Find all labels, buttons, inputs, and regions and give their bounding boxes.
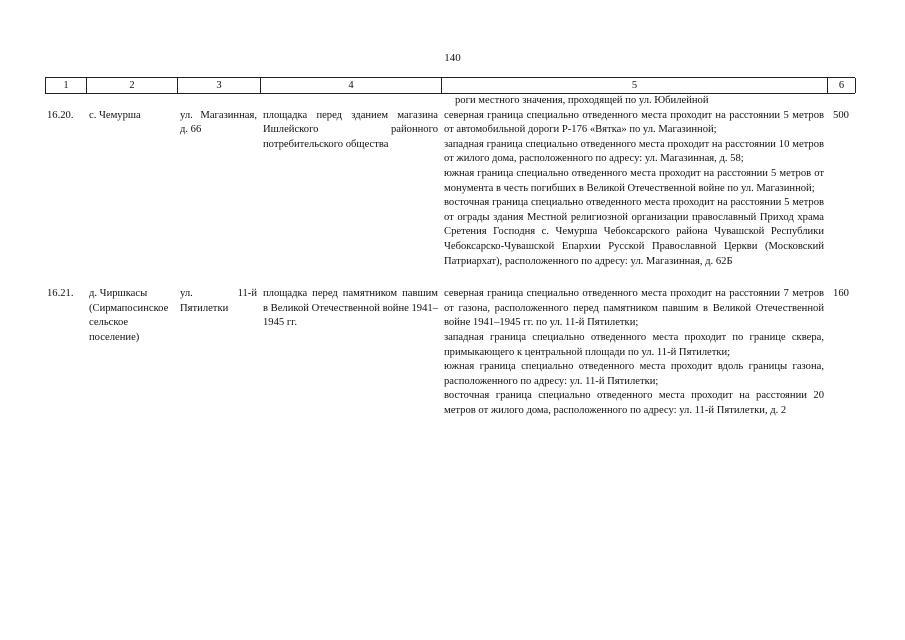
column-header-1: 1 — [46, 78, 87, 93]
column-header-4: 4 — [261, 78, 442, 93]
boundary-east: восточная граница специально отведенного места проходит на расстоянии 5 метров от ограды здания Местной религиозной организации православный Приход храма Сретения Господня с. Чемурша Чебоксарского района Чувашской Республики Чебоксарско-Чувашской Епархии Русской Православной Церкви (Московский Патриархат), расположенного по адресу: ул. Магазинная, д. 62Б — [444, 197, 824, 267]
settlement-name: д. Чиршкасы (Сирмапосинское сельское поселение) — [89, 288, 169, 343]
boundaries-table — [45, 77, 855, 418]
table-row — [45, 287, 855, 418]
area-value: 500 — [833, 109, 849, 121]
boundary-south: южная граница специально отведенного места проходит вдоль границы газона, расположенного по адресу: ул. 11-й Пятилетки; — [444, 361, 824, 387]
place-description: площадка перед зданием магазина Ишлейского районного потребительского общества — [263, 109, 438, 150]
street-address: ул. Магазинная, д. 66 — [180, 109, 257, 136]
column-header-6: 6 — [828, 78, 856, 93]
row-number: 16.21. — [47, 288, 74, 300]
settlement-name: с. Чемурша — [89, 109, 141, 121]
area-value: 160 — [833, 288, 849, 300]
page-number: 140 — [444, 52, 461, 64]
boundary-north: северная граница специально отведенного места проходит на расстоянии 7 метров от газона, расположенного перед памятником павшим в Великой Отечественной войне 1941–1945 гг. по ул. 11-й Пятилетки; — [444, 288, 824, 329]
place-description: площадка перед памятником павшим в Великой Отечественной войне 1941–1945 гг. — [263, 288, 438, 329]
column-header-2: 2 — [87, 78, 178, 93]
street-address: ул. 11-й Пятилетки — [180, 288, 257, 314]
row-number: 16.20. — [47, 109, 74, 121]
column-header-3: 3 — [178, 78, 261, 93]
boundary-descriptions — [441, 287, 827, 418]
row-spacer — [45, 269, 855, 287]
table-row — [45, 109, 855, 270]
continued-text: роги местного значения, проходящей по ул. Юбилейной — [455, 95, 709, 106]
boundary-descriptions — [441, 109, 827, 270]
table-header-row — [45, 77, 855, 94]
boundary-west: западная граница специально отведенного места проходит по границе сквера, примыкающего к центральной площади по ул. 11-й Пятилетки; — [444, 331, 824, 358]
boundary-east: восточная граница специально отведенного места проходит на расстоянии 20 метров от жилого дома, расположенного по адресу: ул. 11-й Пятилетки, д. 2 — [444, 390, 824, 416]
boundary-north: северная граница специально отведенного места проходит на расстоянии 5 метров от автомобильной дороги Р-176 «Вятка» по ул. Магазинной; — [444, 109, 824, 136]
boundary-west: западная граница специально отведенного места проходит на расстоянии 10 метров от жилого дома, расположенного по адресу: ул. Магазинная, д. 58; — [444, 138, 824, 165]
boundary-south: южная граница специально отведенного места проходит на расстоянии 5 метров от монумента в честь погибших в Великой Отечественной войне по ул. Магазинной; — [444, 167, 824, 194]
column-header-5: 5 — [442, 78, 828, 93]
